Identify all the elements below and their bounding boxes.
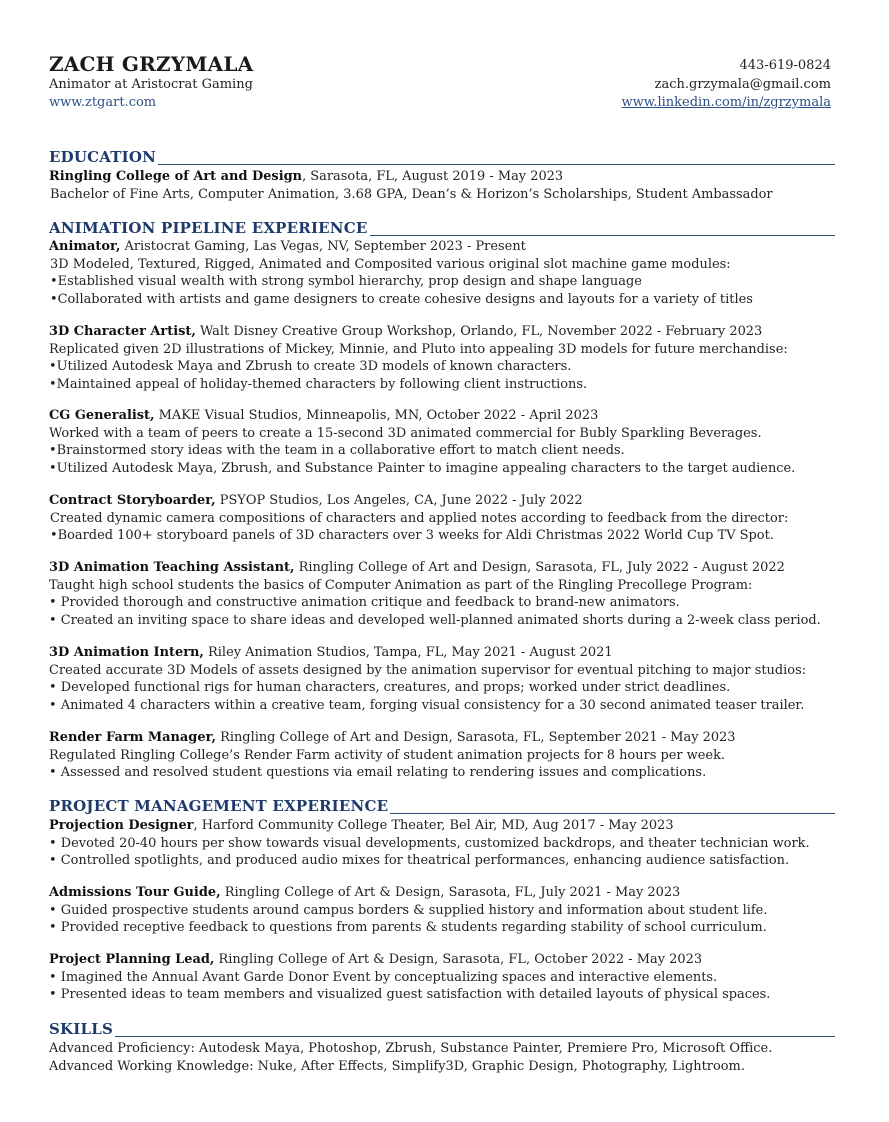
job-role: Animator, <box>49 239 121 254</box>
skills-line: Advanced Working Knowledge: Nuke, After Effects, Simplify3D, Graphic Design, Photography, Lightroom. <box>49 1058 745 1074</box>
section-title: EDUCATION <box>49 148 157 166</box>
section-rule <box>49 164 835 165</box>
email-address[interactable]: zach.grzymala@gmail.com <box>654 77 831 92</box>
job-entry <box>49 492 839 545</box>
linkedin-link[interactable]: www.linkedin.com/in/zgrzymala <box>621 95 831 110</box>
job-role: Admissions Tour Guide, <box>49 885 221 900</box>
job-line: Worked with a team of peers to create a 15-second 3D animated commercial for Bubly Sparkling Beverages. <box>49 425 762 441</box>
section-title: PROJECT MANAGEMENT EXPERIENCE <box>49 797 389 815</box>
job-line: 3D Modeled, Textured, Rigged, Animated and Composited various original slot machine game modules: <box>49 256 731 272</box>
job-role: 3D Character Artist, <box>49 324 196 339</box>
job-line: • Assessed and resolved student questions via email relating to rendering issues and complications. <box>49 765 707 780</box>
job-line: • Animated 4 characters within a creative team, forging visual consistency for a 30 second animated teaser trailer. <box>49 697 805 713</box>
job-line: • Guided prospective students around campus borders & supplied history and information about student life. <box>49 902 768 918</box>
section-header-skills <box>49 1019 835 1039</box>
job-line: • Developed functional rigs for human characters, creatures, and props; worked under strict deadlines. <box>49 680 731 695</box>
job-meta: Ringling College of Art & Design, Sarasota, FL, July 2021 - May 2023 <box>220 885 681 900</box>
job-role: Contract Storyboarder, <box>49 493 216 508</box>
job-role: Project Planning Lead, <box>49 952 215 967</box>
school-meta: , Sarasota, FL, August 2019 - May 2023 <box>302 169 564 184</box>
phone-number: 443-619-0824 <box>739 58 831 73</box>
job-meta: Riley Animation Studios, Tampa, FL, May 2021 - August 2021 <box>203 645 613 660</box>
job-line: Created dynamic camera compositions of characters and applied notes according to feedback from the director: <box>49 510 789 526</box>
job-entry <box>49 238 839 308</box>
job-entry <box>49 729 839 782</box>
job-entry <box>49 323 839 393</box>
skills-line: Advanced Proficiency: Autodesk Maya, Photoshop, Zbrush, Substance Painter, Premiere Pro, Microsoft Office. <box>49 1041 773 1056</box>
school-name: Ringling College of Art and Design <box>49 169 303 184</box>
job-meta: Ringling College of Art and Design, Sarasota, FL, September 2021 - May 2023 <box>215 730 736 745</box>
job-role: Projection Designer <box>49 818 194 833</box>
job-line: • Presented ideas to team members and visualized guest satisfaction with detailed layouts of physical spaces. <box>49 987 771 1002</box>
job-line: •Brainstormed story ideas with the team in a collaborative effort to match client needs. <box>49 443 625 458</box>
website-link[interactable]: www.ztgart.com <box>49 95 157 110</box>
job-role: 3D Animation Intern, <box>49 645 204 660</box>
job-meta: Ringling College of Art & Design, Sarasota, FL, October 2022 - May 2023 <box>214 952 703 967</box>
job-line: • Created an inviting space to share ideas and developed well-planned animated shorts during a 2-week class period. <box>49 612 821 628</box>
education-block <box>49 168 839 203</box>
job-meta: PSYOP Studios, Los Angeles, CA, June 2022 - July 2022 <box>215 493 583 508</box>
job-meta: Aristocrat Gaming, Las Vegas, NV, September 2023 - Present <box>120 239 526 254</box>
job-line: • Provided thorough and constructive animation critique and feedback to brand-new animators. <box>49 595 680 610</box>
job-meta: Walt Disney Creative Group Workshop, Orlando, FL, November 2022 - February 2023 <box>195 324 763 339</box>
job-line: •Utilized Autodesk Maya and Zbrush to create 3D models of known characters. <box>49 359 572 374</box>
job-entry <box>49 817 839 870</box>
job-line: Taught high school students the basics of Computer Animation as part of the Ringling Precollege Program: <box>49 577 753 593</box>
job-entry <box>49 644 839 714</box>
job-meta: Ringling College of Art and Design, Sarasota, FL, July 2022 - August 2022 <box>294 560 785 575</box>
section-header-animation <box>49 218 835 238</box>
job-entry <box>49 884 839 937</box>
job-meta: MAKE Visual Studios, Minneapolis, MN, October 2022 - April 2023 <box>154 408 599 423</box>
job-entry <box>49 951 839 1004</box>
section-header-education <box>49 147 835 167</box>
section-title: ANIMATION PIPELINE EXPERIENCE <box>49 219 368 237</box>
job-role: 3D Animation Teaching Assistant, <box>49 560 295 575</box>
job-role: CG Generalist, <box>49 408 155 423</box>
section-header-project <box>49 796 835 816</box>
section-rule <box>49 1036 835 1037</box>
job-line: • Controlled spotlights, and produced audio mixes for theatrical performances, enhancing audience satisfaction. <box>49 853 790 868</box>
job-role: Render Farm Manager, <box>49 730 216 745</box>
section-title: SKILLS <box>49 1020 114 1038</box>
job-line: Created accurate 3D Models of assets designed by the animation supervisor for eventual pitching to major studios: <box>49 662 807 678</box>
job-line: •Utilized Autodesk Maya, Zbrush, and Substance Painter to imagine appealing characters to the target audience. <box>49 460 796 476</box>
candidate-name: ZACH GRZYMALA <box>49 52 254 76</box>
job-line: Regulated Ringling College’s Render Farm activity of student animation projects for 8 hours per week. <box>49 747 726 763</box>
candidate-subtitle: Animator at Aristocrat Gaming <box>49 77 253 92</box>
skills-block <box>49 1040 839 1075</box>
job-line: • Imagined the Annual Avant Garde Donor Event by conceptualizing spaces and interactive elements. <box>49 969 718 985</box>
job-entry <box>49 407 839 477</box>
job-line: • Provided receptive feedback to questions from parents & students regarding stability of school curriculum. <box>49 920 767 935</box>
job-entry <box>49 559 839 629</box>
job-line: •Collaborated with artists and game designers to create cohesive designs and layouts for a variety of titles <box>49 291 753 307</box>
job-line: •Maintained appeal of holiday-themed characters by following client instructions. <box>49 376 588 392</box>
job-line: •Boarded 100+ storyboard panels of 3D characters over 3 weeks for Aldi Christmas 2022 World Cup TV Spot. <box>49 528 774 543</box>
job-line: Replicated given 2D illustrations of Mickey, Minnie, and Pluto into appealing 3D models for future merchandise: <box>49 341 788 357</box>
job-line: •Established visual wealth with strong symbol hierarchy, prop design and shape language <box>49 274 642 289</box>
job-line: • Devoted 20-40 hours per show towards visual developments, customized backdrops, and theater technician work. <box>49 835 810 851</box>
job-meta: , Harford Community College Theater, Bel Air, MD, Aug 2017 - May 2023 <box>193 818 674 833</box>
degree-line: Bachelor of Fine Arts, Computer Animation, 3.68 GPA, Dean’s & Horizon’s Scholarships, Student Ambassador <box>49 186 773 202</box>
